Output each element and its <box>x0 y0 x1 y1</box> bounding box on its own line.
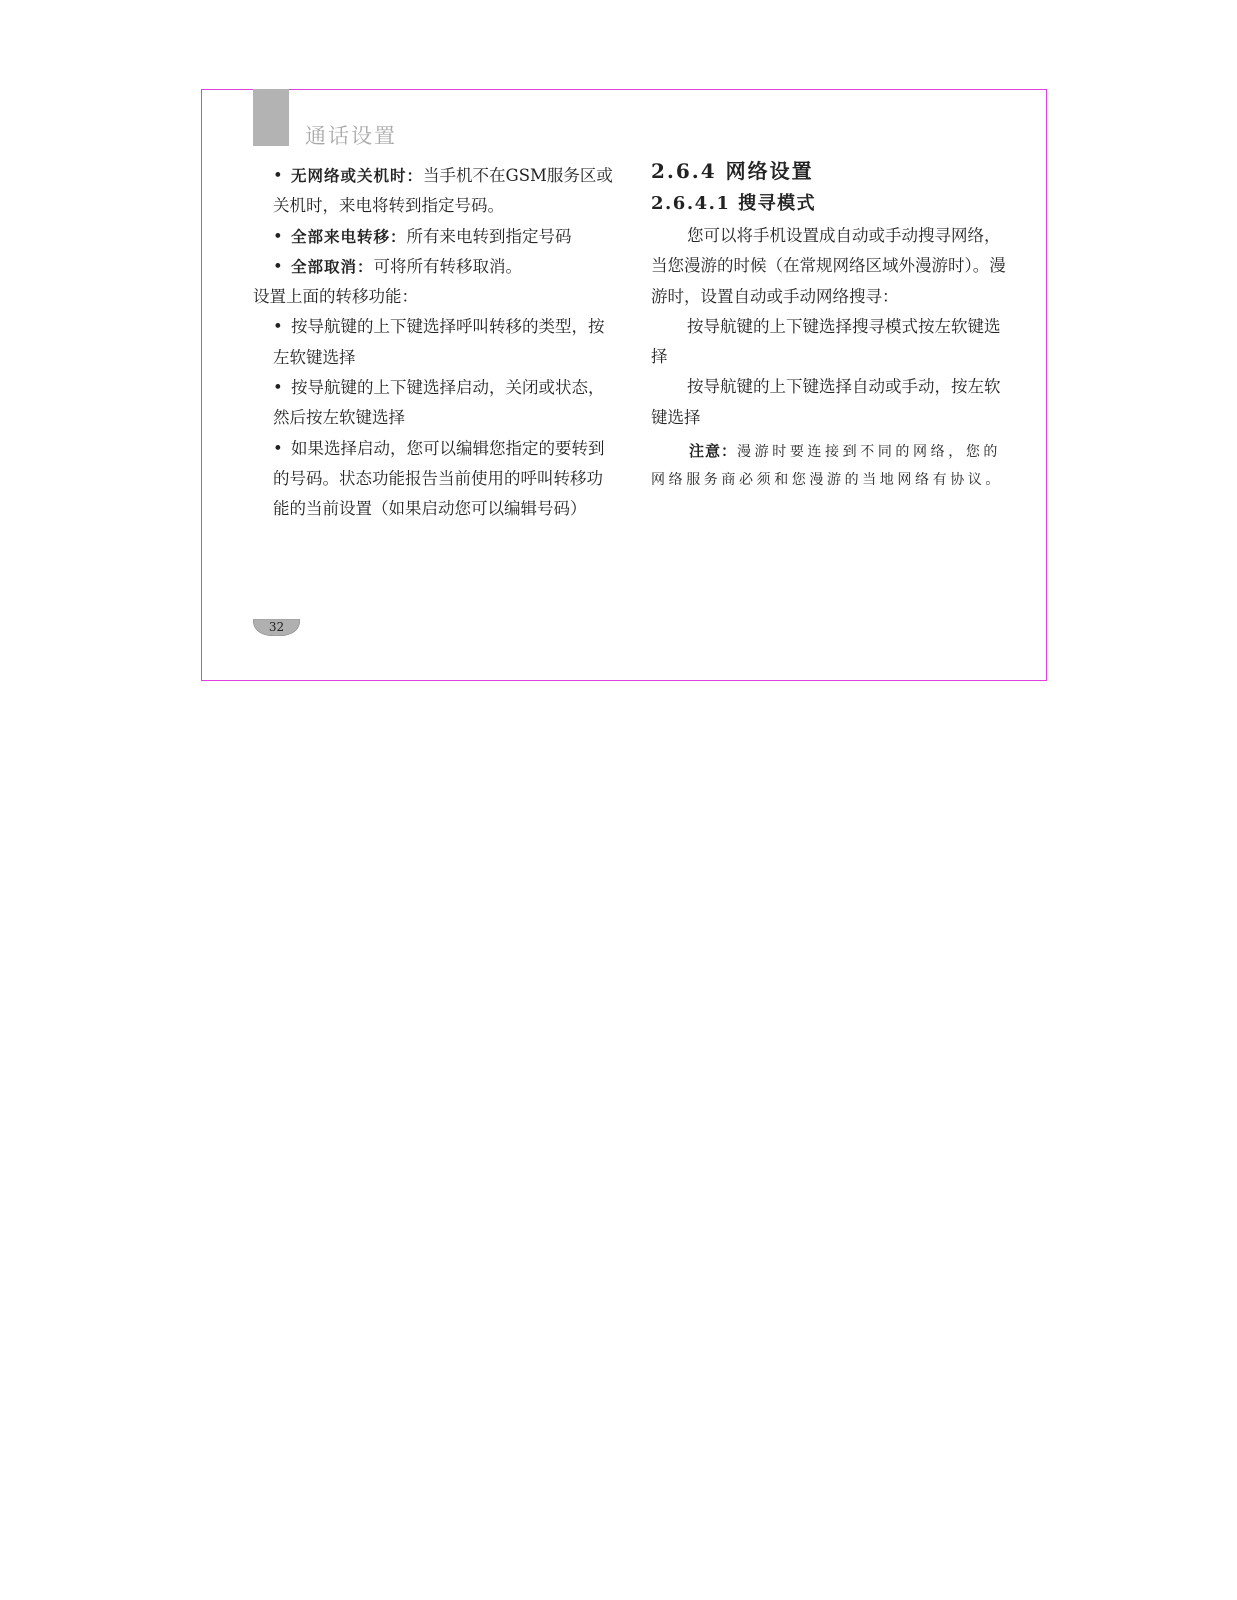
bullet-text: 当手机不在GSM服务区或关机时，来电将转到指定号码。 <box>273 166 613 216</box>
bullet-text: 可将所有转移取消。 <box>373 256 523 276</box>
paragraph-select-auto-manual: 按导航键的上下键选择自动或手动，按左软键选择 <box>651 377 1001 427</box>
setup-intro: 设置上面的转移功能： <box>253 287 418 307</box>
bullet-icon: • <box>273 166 283 185</box>
roaming-note <box>651 437 1006 494</box>
bullet-no-network <box>253 161 613 222</box>
bullet-text: 所有来电转到指定号码 <box>406 226 572 246</box>
paragraph-select-search-mode: 按导航键的上下键选择搜寻模式按左软键选择 <box>651 316 1001 367</box>
bullet-icon: • <box>273 438 283 458</box>
step-edit-number <box>253 434 613 525</box>
bullet-icon: • <box>273 317 283 337</box>
step-text: 按导航键的上下键选择呼叫转移的类型，按左软键选择 <box>273 317 605 367</box>
bullet-label: 无网络或关机时： <box>291 167 424 185</box>
section-tab-block <box>253 89 289 146</box>
bullet-all-calls <box>253 222 613 252</box>
heading-network-settings: 2.6.4 网络设置 <box>651 159 814 183</box>
step-select-status <box>253 373 613 434</box>
note-label: 注意： <box>689 442 738 461</box>
bullet-icon: • <box>273 226 283 246</box>
paragraph-search-mode-intro: 您可以将手机设置成自动或手动搜寻网络，当您漫游的时候（在常规网络区域外漫游时）。漫游时，设置自动或手动网络搜寻： <box>651 226 1006 306</box>
bullet-label: 全部取消： <box>291 257 374 276</box>
bullet-icon: • <box>273 256 283 276</box>
step-text: 如果选择启动，您可以编辑您指定的要转到的号码。状态功能报告当前使用的呼叫转移功能的当前设置（如果启动您可以编辑号码） <box>273 438 605 519</box>
section-header: 通话设置 <box>305 124 397 148</box>
bullet-icon: • <box>273 378 283 398</box>
bullet-cancel-all <box>253 252 613 282</box>
step-text: 按导航键的上下键选择启动，关闭或状态，然后按左软键选择 <box>273 378 605 428</box>
right-column <box>651 155 1006 494</box>
step-select-type <box>253 312 613 373</box>
page-number: 32 <box>268 620 285 634</box>
note-text: 漫游时要连接到不同的网络，您的网络服务商必须和您漫游的当地网络有协议。 <box>651 444 1003 489</box>
left-column <box>253 161 613 525</box>
heading-search-mode: 2.6.4.1 搜寻模式 <box>651 193 817 214</box>
bullet-label: 全部来电转移： <box>291 227 407 246</box>
